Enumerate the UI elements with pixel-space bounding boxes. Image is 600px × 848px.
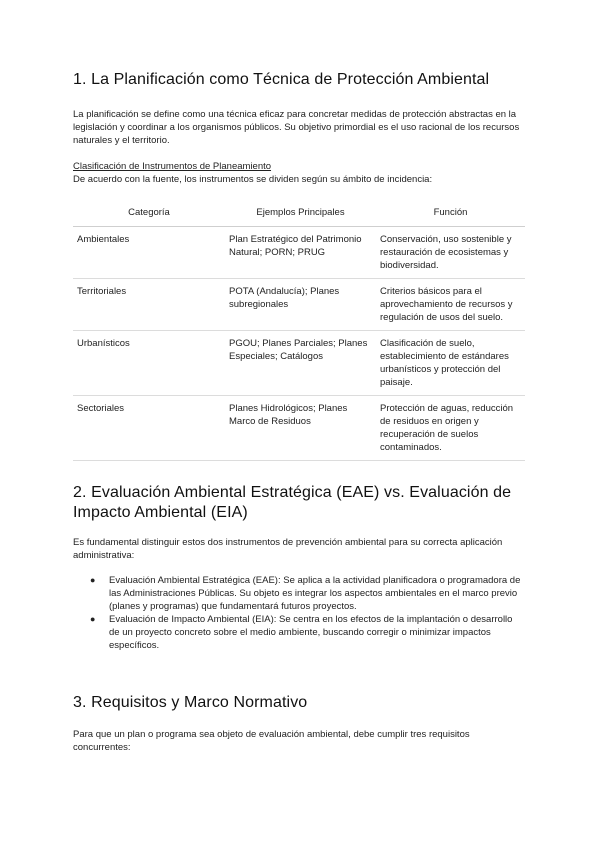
section2-intro: Es fundamental distinguir estos dos instrumentos de prevención ambiental para su correcta aplicación administrativa: [73,537,503,561]
list-item [73,574,525,613]
cell-categoria: Sectoriales [73,396,225,461]
section2-title: 2. Evaluación Ambiental Estratégica (EAE) vs. Evaluación de Impacto Ambiental (EIA) [73,484,512,521]
cell-funcion: Protección de aguas, reducción de residuos en origen y recuperación de suelos contaminados. [376,396,525,461]
header-funcion: Función [376,198,525,227]
bullet-text: Evaluación Ambiental Estratégica (EAE): Se aplica a la actividad planificadora o programadora de las Administraciones Públicas. Su objeto es integrar los aspectos ambientales en el marco previo (planes y programas) que fundamentará futuros proyectos. [109,575,521,612]
cell-ejemplos: POTA (Andalucía); Planes subregionales [225,279,376,331]
cell-funcion: Clasificación de suelo, establecimiento de estándares urbanísticos y protección del paisaje. [376,331,525,396]
cell-ejemplos: Plan Estratégico del Patrimonio Natural; PORN; PRUG [225,227,376,279]
cell-categoria: Ambientales [73,227,225,279]
section1-intro: La planificación se define como una técnica eficaz para concretar medidas de protección abstractas en la legislación y coordinar a los organismos públicos. Su objetivo primordial es el uso racional de los recursos naturales y el territorio. [73,109,520,146]
table-row [73,396,525,461]
section3-intro: Para que un plan o programa sea objeto de evaluación ambiental, debe cumplir tres requisitos concurrentes: [73,729,470,753]
header-categoria: Categoría [73,198,225,227]
bullet-text: Evaluación de Impacto Ambiental (EIA): Se centra en los efectos de la implantación o desarrollo de un proyecto concreto sobre el medio ambiente, buscando corregir o minimizar impactos específicos. [109,614,513,651]
header-ejemplos: Ejemplos Principales [225,198,376,227]
table-header-row [73,198,525,227]
section1-subheading: Clasificación de Instrumentos de Planeamiento [73,161,272,172]
bullet-icon: ● [90,575,96,585]
table-row [73,227,525,279]
cell-funcion: Criterios básicos para el aprovechamiento de recursos y regulación de usos del suelo. [376,279,525,331]
section1-title: 1. La Planificación como Técnica de Protección Ambiental [73,71,490,88]
instruments-table [73,198,525,461]
cell-funcion: Conservación, uso sostenible y restauración de ecosistemas y biodiversidad. [376,227,525,279]
cell-categoria: Territoriales [73,279,225,331]
cell-ejemplos: PGOU; Planes Parciales; Planes Especiales; Catálogos [225,331,376,396]
cell-categoria: Urbanísticos [73,331,225,396]
list-item [73,613,525,652]
section1-subtext: De acuerdo con la fuente, los instrumentos se dividen según su ámbito de incidencia: [73,174,433,185]
bullet-icon: ● [90,614,96,624]
cell-ejemplos: Planes Hidrológicos; Planes Marco de Residuos [225,396,376,461]
table-row [73,331,525,396]
table-row [73,279,525,331]
section2-bullet-list [73,574,525,652]
section3-title: 3. Requisitos y Marco Normativo [73,694,308,711]
